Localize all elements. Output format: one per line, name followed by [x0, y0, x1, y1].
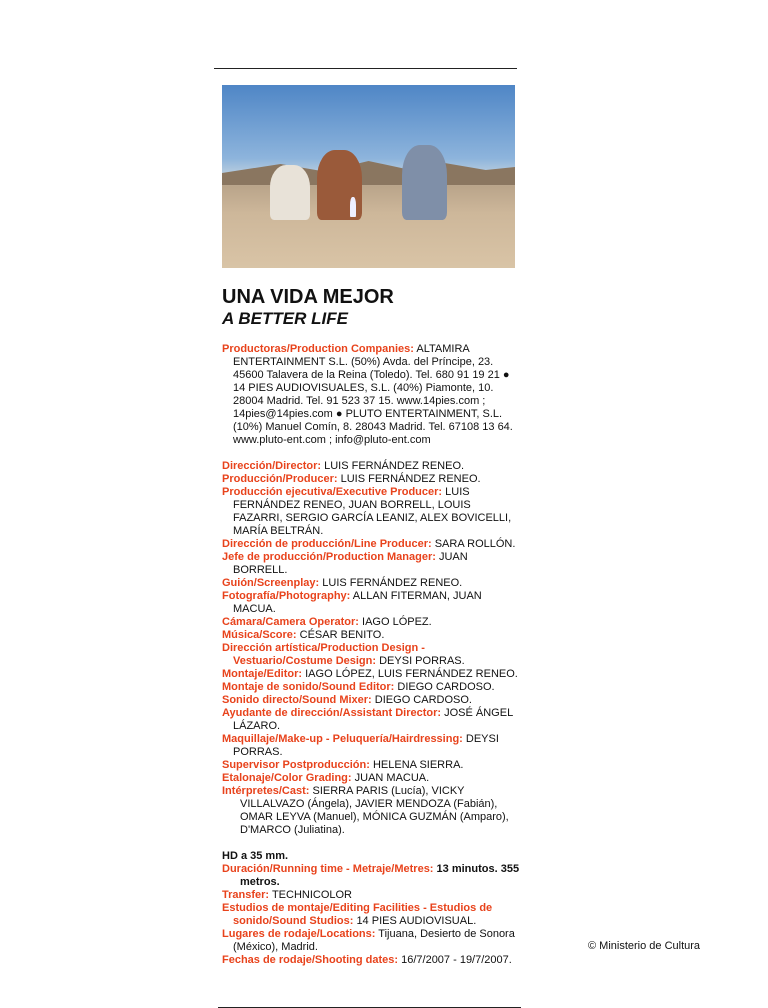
- credit-label: Fechas de rodaje/Shooting dates:: [222, 954, 399, 966]
- credit-label: Dirección artística/Production Design - Vestuario/Costume Design:: [222, 642, 425, 667]
- credit-entry: [222, 590, 522, 616]
- credit-entry: [222, 473, 522, 486]
- credit-entry: [222, 707, 522, 733]
- content-column: [222, 286, 522, 1008]
- credit-entry: [222, 486, 522, 538]
- credit-entry: [222, 577, 522, 590]
- credit-label: Montaje/Editor:: [222, 668, 303, 680]
- credit-value: DIEGO CARDOSO.: [374, 694, 472, 706]
- credit-entry: [222, 772, 522, 785]
- credit-label: Jefe de producción/Production Manager:: [222, 551, 436, 563]
- credit-label: Ayudante de dirección/Assistant Director:: [222, 707, 442, 719]
- credit-value: IAGO LÓPEZ, LUIS FERNÁNDEZ RENEO.: [305, 668, 518, 680]
- credit-label: Guión/Screenplay:: [222, 577, 320, 589]
- credit-value: DEYSI PORRAS.: [233, 733, 499, 758]
- credit-label: Dirección/Director:: [222, 460, 322, 472]
- credit-entry: [222, 616, 522, 629]
- credit-entry: [222, 733, 522, 759]
- credit-label: Sonido directo/Sound Mixer:: [222, 694, 372, 706]
- credit-value: JUAN BORRELL.: [233, 551, 468, 576]
- credit-value: 14 PIES AUDIOVISUAL.: [356, 915, 477, 927]
- credit-value: LUIS FERNÁNDEZ RENEO.: [324, 460, 465, 472]
- technical-info: [222, 850, 522, 967]
- credit-label: Estudios de montaje/Editing Facilities - Estudios de sonido/Sound Studios:: [222, 902, 493, 927]
- credit-entry: [222, 629, 522, 642]
- credit-value: TECHNICOLOR: [271, 889, 352, 901]
- credit-label: Producción ejecutiva/Executive Producer:: [222, 486, 443, 498]
- credit-label: Duración/Running time - Metraje/Metres:: [222, 863, 434, 875]
- credit-label: Fotografía/Photography:: [222, 590, 351, 602]
- credit-label: Lugares de rodaje/Locations:: [222, 928, 376, 940]
- copyright: © Ministerio de Cultura: [588, 940, 701, 952]
- credit-label: Maquillaje/Make-up - Peluquería/Hairdressing:: [222, 733, 463, 745]
- credit-value: ALTAMIRA ENTERTAINMENT S.L. (50%) Avda. del Príncipe, 23. 45600 Talavera de la Reina (Toledo). Tel. 680 91 19 21 ● 14 PIES AUDIOVISUALES, S.L. (40%) Piamonte, 10. 28004 Madrid. Tel. 91 523 37 15. www.14pies.com ; 14pies@14pies.com ● PLUTO ENTERTAINMENT, S.L. (10%) Manuel Comín, 8. 28043 Madrid. Tel. 67108 13 64. www.pluto-ent.com ; info@pluto-ent.com: [233, 343, 513, 446]
- credit-value: DEYSI PORRAS.: [379, 655, 465, 667]
- credits-list: [222, 460, 522, 837]
- film-title: UNA VIDA MEJOR: [222, 286, 394, 308]
- credit-value: JUAN MACUA.: [354, 772, 430, 784]
- credit-label: Producción/Producer:: [222, 473, 338, 485]
- credit-value: 13 minutos. 355 metros.: [240, 863, 520, 888]
- credit-entry: [222, 785, 522, 837]
- credit-value: LUIS FERNÁNDEZ RENEO.: [322, 577, 463, 589]
- credit-value: HELENA SIERRA.: [372, 759, 464, 771]
- credit-label: Transfer:: [222, 889, 270, 901]
- credit-value: SARA ROLLÓN.: [434, 538, 516, 550]
- credit-label: Música/Score:: [222, 629, 297, 641]
- credit-entry: [222, 538, 522, 551]
- credit-label: Cámara/Camera Operator:: [222, 616, 359, 628]
- credit-entry: [222, 759, 522, 772]
- film-still-photo: [222, 85, 515, 268]
- credit-entry: [222, 681, 522, 694]
- format: HD a 35 mm.: [222, 850, 289, 862]
- production-companies: [222, 343, 522, 447]
- credit-value: IAGO LÓPEZ.: [362, 616, 432, 628]
- credit-label: Supervisor Postproducción:: [222, 759, 370, 771]
- film-title-english: A BETTER LIFE: [222, 309, 348, 328]
- credit-label: Montaje de sonido/Sound Editor:: [222, 681, 395, 693]
- credit-value: LUIS FERNÁNDEZ RENEO, JUAN BORRELL, LOUIS FAZARRI, SERGIO GARCÍA LEANIZ, ALEX BOVICELLI, MARÍA BELTRÁN.: [233, 486, 512, 537]
- top-divider: [214, 68, 517, 69]
- credit-entry: [222, 694, 522, 707]
- credit-entry: [222, 668, 522, 681]
- credit-value: Tijuana, Desierto de Sonora (México), Madrid.: [233, 928, 515, 953]
- credit-label: Productoras/Production Companies:: [222, 343, 414, 355]
- credit-value: ALLAN FITERMAN, JUAN MACUA.: [233, 590, 482, 615]
- credit-value: 16/7/2007 - 19/7/2007.: [401, 954, 512, 966]
- credit-value: JOSÉ ÁNGEL LÁZARO.: [233, 707, 513, 732]
- credit-label: Intérpretes/Cast:: [222, 785, 310, 797]
- credit-entry: [222, 551, 522, 577]
- credit-value: LUIS FERNÁNDEZ RENEO.: [340, 473, 481, 485]
- credit-value: SIERRA PARIS (Lucía), VICKY VILLALVAZO (Ángela), JAVIER MENDOZA (Fabián), OMAR LEYVA (Manuel), MÓNICA GUZMÁN (Amparo), D'MARCO (Juliatina).: [240, 785, 509, 836]
- credit-entry: [222, 642, 522, 668]
- credit-entry: [222, 460, 522, 473]
- credit-label: Dirección de producción/Line Producer:: [222, 538, 432, 550]
- credit-value: DIEGO CARDOSO.: [397, 681, 495, 693]
- credit-value: CÉSAR BENITO.: [299, 629, 385, 641]
- credit-label: Etalonaje/Color Grading:: [222, 772, 352, 784]
